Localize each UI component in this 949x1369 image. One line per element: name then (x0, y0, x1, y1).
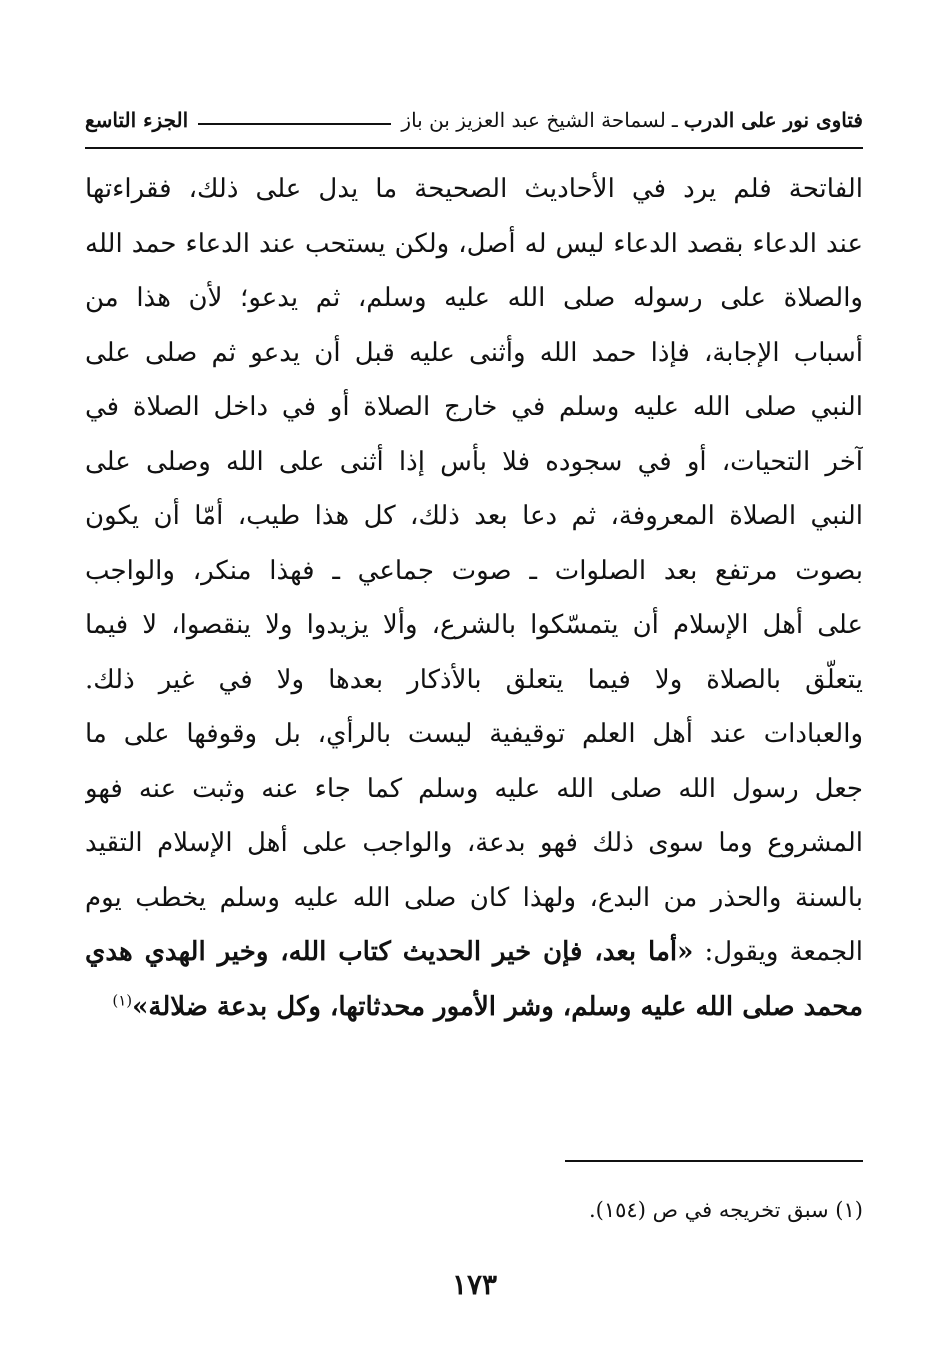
text-line: النبي الصلاة المعروفة، ثم دعا بعد ذلك، كل هذا طيب، أمّا أن يكون (85, 501, 863, 531)
book-title: فتاوى نور على الدرب (683, 108, 863, 132)
text-line: بصوت مرتفع بعد الصلوات ـ صوت جماعي ـ فهذا منكر، والواجب (85, 555, 863, 586)
author-name: لسماحة الشيخ عبد العزيز بن باز (401, 108, 666, 132)
body-text (85, 162, 863, 1034)
running-header (85, 100, 863, 140)
footnote: (١) سبق تخريجه في ص (١٥٤). (589, 1198, 863, 1222)
text-line: آخر التحيات، أو في سجوده فلا بأس إذا أثنى على الله وصلى على (85, 446, 863, 477)
text-line: والعبادات عند أهل العلم توقيفية ليست بالرأي، بل وقوفها على ما (85, 719, 863, 749)
footnote-rule (565, 1160, 863, 1162)
header-separator: ـ (671, 108, 678, 132)
text-line-quote-start (85, 925, 863, 980)
text-line: أسباب الإجابة، فإذا حمد الله وأثنى عليه قبل أن يدعو ثم صلى على (85, 337, 863, 368)
text-line: عند الدعاء بقصد الدعاء ليس له أصل، ولكن يستحب عند الدعاء حمد الله (85, 228, 863, 259)
header-rule (198, 123, 391, 125)
text-line: والصلاة على رسوله صلى الله عليه وسلم، ثم يدعو؛ لأن هذا من (85, 283, 863, 313)
text-line: على أهل الإسلام أن يتمسّكوا بالشرع، وألا يزيدوا ولا ينقصوا، لا فيما (85, 610, 863, 640)
text-line-quote-end (85, 980, 863, 1035)
text-line: بالسنة والحذر من البدع، ولهذا كان صلى الله عليه وسلم يخطب يوم (85, 882, 863, 913)
text-line: المشروع وما سوى ذلك فهو بدعة، والواجب على أهل الإسلام التقيد (85, 828, 863, 858)
text-line: جعل رسول الله صلى الله عليه وسلم كما جاء عنه وثبت عنه فهو (85, 773, 863, 804)
text-line: الفاتحة فلم يرد في الأحاديث الصحيحة ما يدل على ذلك، فقراءتها (85, 174, 863, 204)
footnote-marker: (١) (112, 990, 133, 1009)
part-label: الجزء التاسع (85, 108, 189, 132)
page-number: ١٧٣ (451, 1268, 498, 1301)
text-segment: الجمعة ويقول: (693, 937, 863, 967)
header-underline (85, 147, 863, 149)
text-line: يتعلّق بالصلاة ولا فيما يتعلق بالأذكار بعدها ولا في غير ذلك. (85, 664, 863, 695)
text-line: النبي صلى الله عليه وسلم في خارج الصلاة أو في داخل الصلاة في (85, 392, 863, 422)
hadith-quote: «أما بعد، فإن خير الحديث كتاب الله، وخير الهدي هدي (85, 937, 694, 967)
hadith-quote: محمد صلى الله عليه وسلم، وشر الأمور محدثاتها، وكل بدعة ضلالة» (132, 991, 863, 1022)
